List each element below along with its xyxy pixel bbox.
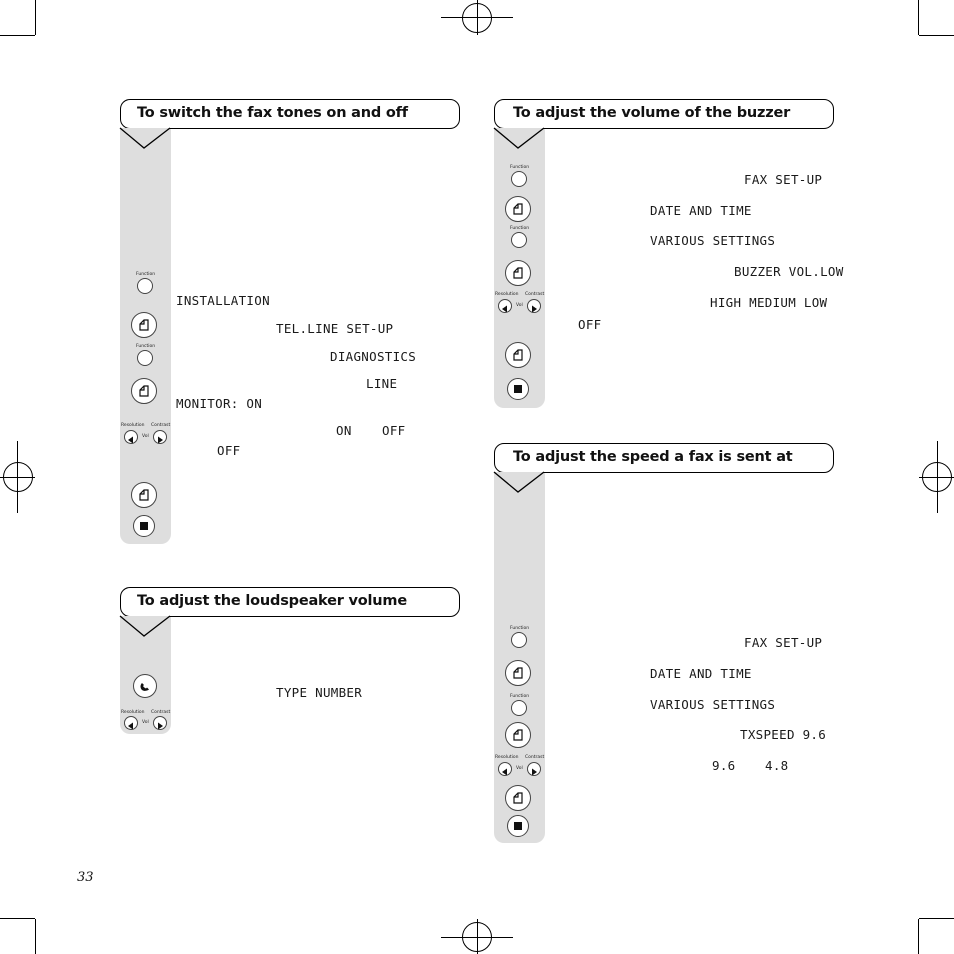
function-button[interactable] bbox=[511, 632, 527, 648]
display-text: DATE AND TIME bbox=[650, 666, 752, 681]
right-arrow-button[interactable] bbox=[527, 299, 541, 313]
right-arrow-button[interactable] bbox=[153, 716, 167, 730]
function-label: Function bbox=[136, 344, 156, 349]
handset-icon bbox=[139, 680, 151, 692]
display-text: OFF bbox=[217, 443, 241, 458]
ok-button[interactable] bbox=[131, 312, 157, 338]
header-pointer bbox=[490, 127, 550, 151]
display-text: INSTALLATION bbox=[176, 293, 270, 308]
left-arrow-button[interactable] bbox=[124, 716, 138, 730]
stop-button[interactable] bbox=[507, 815, 529, 837]
document-ok-icon bbox=[512, 729, 524, 741]
document-ok-icon bbox=[512, 267, 524, 279]
display-text: 9.6 bbox=[712, 758, 736, 773]
display-text: DATE AND TIME bbox=[650, 203, 752, 218]
left-arrow-icon bbox=[125, 720, 137, 732]
ok-button[interactable] bbox=[131, 482, 157, 508]
vol-label: Vol bbox=[516, 303, 523, 308]
display-text: VARIOUS SETTINGS bbox=[650, 697, 776, 712]
document-ok-icon bbox=[138, 319, 150, 331]
ok-button[interactable] bbox=[505, 196, 531, 222]
contrast-label: Contrast bbox=[151, 423, 171, 428]
document-ok-icon bbox=[512, 349, 524, 361]
section-header bbox=[494, 99, 834, 129]
left-arrow-icon bbox=[499, 766, 511, 778]
display-text: BUZZER VOL.LOW bbox=[734, 264, 844, 279]
stop-square-icon bbox=[140, 522, 148, 530]
right-arrow-button[interactable] bbox=[153, 430, 167, 444]
ok-button[interactable] bbox=[505, 660, 531, 686]
resolution-label: Resolution bbox=[121, 710, 145, 715]
display-text: TXSPEED 9.6 bbox=[740, 727, 827, 742]
display-text: HIGH MEDIUM LOW bbox=[710, 295, 828, 310]
right-arrow-icon bbox=[154, 720, 166, 732]
vol-label: Vol bbox=[142, 720, 149, 725]
right-arrow-icon bbox=[528, 766, 540, 778]
right-arrow-icon bbox=[528, 303, 540, 315]
section-title: To adjust the speed a fax is sent at bbox=[513, 449, 793, 465]
handset-button[interactable] bbox=[133, 674, 157, 698]
display-text: OFF bbox=[382, 423, 406, 438]
vol-label: Vol bbox=[142, 434, 149, 439]
ok-button[interactable] bbox=[505, 260, 531, 286]
left-arrow-icon bbox=[125, 434, 137, 446]
right-arrow-button[interactable] bbox=[527, 762, 541, 776]
right-arrow-icon bbox=[154, 434, 166, 446]
document-ok-icon bbox=[138, 489, 150, 501]
left-arrow-icon bbox=[499, 303, 511, 315]
section-header bbox=[120, 587, 460, 617]
display-text: TEL.LINE SET-UP bbox=[276, 321, 394, 336]
display-text: DIAGNOSTICS bbox=[330, 349, 417, 364]
function-label: Function bbox=[510, 694, 530, 699]
display-text: FAX SET-UP bbox=[744, 172, 823, 187]
section-header bbox=[494, 443, 834, 473]
display-text: LINE bbox=[366, 376, 398, 391]
resolution-label: Resolution bbox=[121, 423, 145, 428]
resolution-label: Resolution bbox=[495, 292, 519, 297]
contrast-label: Contrast bbox=[151, 710, 171, 715]
function-button[interactable] bbox=[511, 171, 527, 187]
display-text: MONITOR: ON bbox=[176, 396, 263, 411]
left-arrow-button[interactable] bbox=[498, 299, 512, 313]
display-text: FAX SET-UP bbox=[744, 635, 823, 650]
display-text: VARIOUS SETTINGS bbox=[650, 233, 776, 248]
contrast-label: Contrast bbox=[525, 292, 545, 297]
function-button[interactable] bbox=[511, 232, 527, 248]
ok-button[interactable] bbox=[131, 378, 157, 404]
stop-button[interactable] bbox=[133, 515, 155, 537]
function-button[interactable] bbox=[137, 350, 153, 366]
section-title: To switch the fax tones on and off bbox=[137, 105, 408, 121]
document-ok-icon bbox=[512, 667, 524, 679]
contrast-label: Contrast bbox=[525, 755, 545, 760]
ok-button[interactable] bbox=[505, 342, 531, 368]
left-arrow-button[interactable] bbox=[498, 762, 512, 776]
left-arrow-button[interactable] bbox=[124, 430, 138, 444]
function-button[interactable] bbox=[511, 700, 527, 716]
document-ok-icon bbox=[512, 792, 524, 804]
function-button[interactable] bbox=[137, 278, 153, 294]
display-text: TYPE NUMBER bbox=[276, 685, 363, 700]
header-pointer bbox=[116, 615, 176, 639]
function-label: Function bbox=[510, 626, 530, 631]
function-label: Function bbox=[136, 272, 156, 277]
section-header bbox=[120, 99, 460, 129]
display-text: ON bbox=[336, 423, 352, 438]
resolution-label: Resolution bbox=[495, 755, 519, 760]
section-title: To adjust the volume of the buzzer bbox=[513, 105, 791, 121]
function-label: Function bbox=[510, 226, 530, 231]
document-ok-icon bbox=[512, 203, 524, 215]
stop-button[interactable] bbox=[507, 378, 529, 400]
section-title: To adjust the loudspeaker volume bbox=[137, 593, 407, 609]
document-ok-icon bbox=[138, 385, 150, 397]
stop-square-icon bbox=[514, 385, 522, 393]
stop-square-icon bbox=[514, 822, 522, 830]
vol-label: Vol bbox=[516, 766, 523, 771]
ok-button[interactable] bbox=[505, 722, 531, 748]
page-number: 33 bbox=[77, 870, 94, 885]
function-label: Function bbox=[510, 165, 530, 170]
header-pointer bbox=[116, 127, 176, 151]
display-text: OFF bbox=[578, 317, 602, 332]
display-text: 4.8 bbox=[765, 758, 789, 773]
header-pointer bbox=[490, 471, 550, 495]
ok-button[interactable] bbox=[505, 785, 531, 811]
